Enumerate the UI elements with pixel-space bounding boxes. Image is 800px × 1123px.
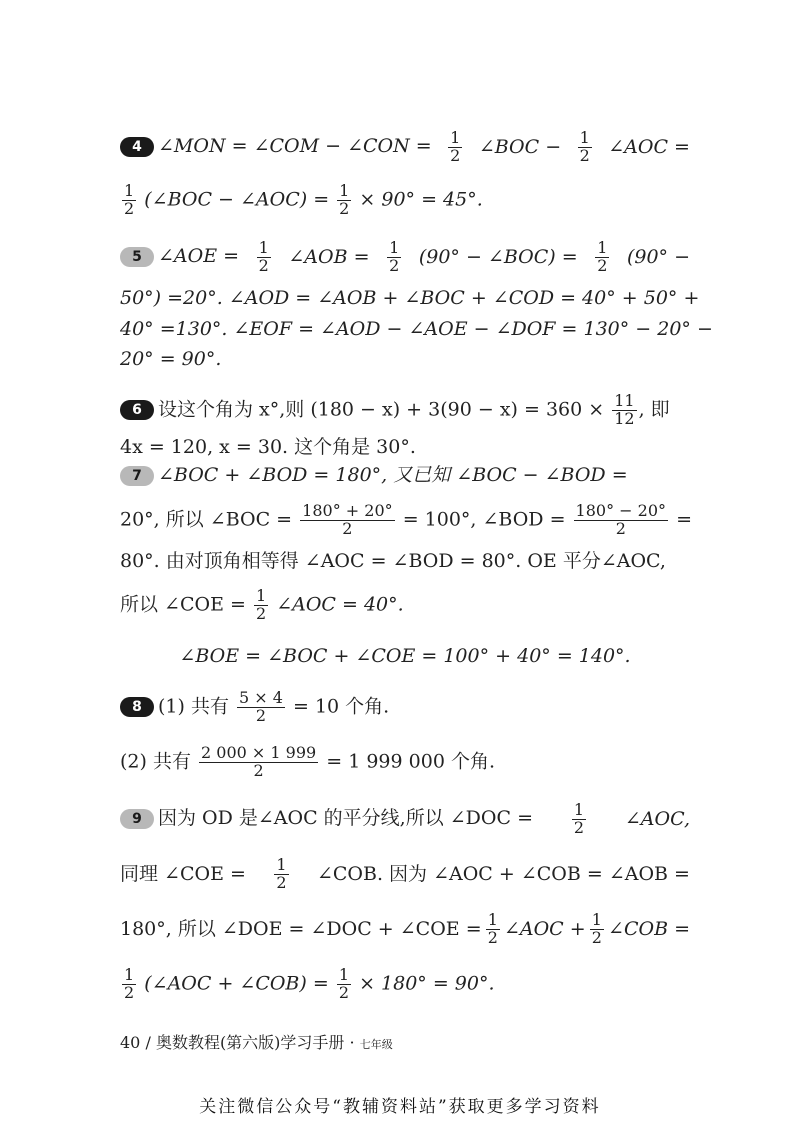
fraction: $\frac{1}{2}$ bbox=[255, 586, 267, 623]
p4-line-2: $\frac{1}{2}$ (∠BOC − ∠AOC) = $\frac{1}{2}$ × 90° = 45°. bbox=[124, 181, 483, 218]
p9-line-4: $\frac{1}{2}$ (∠AOC + ∠COB) = $\frac{1}{2}$ × 180° = 90°. bbox=[124, 965, 495, 1002]
fraction: $\frac{1}{2}$ bbox=[276, 855, 287, 892]
p9-line-1: 9 因为 OD 是∠AOC 的平分线,所以 ∠DOC = $\frac{1}{2}$ ∠AOC, bbox=[120, 802, 690, 837]
p4-line-1: 4 ∠MON = ∠COM − ∠CON = $\frac{1}{2}$ ∠BOC − $\frac{1}{2}$ ∠AOC = bbox=[120, 130, 690, 165]
badge-9: 9 bbox=[120, 809, 154, 829]
badge-7: 7 bbox=[120, 466, 154, 486]
p7-line-5: ∠BOE = ∠BOC + ∠COE = 100° + 40° = 140°. bbox=[179, 645, 631, 667]
watermark-text: 关注微信公众号“教辅资料站”获取更多学习资料 bbox=[199, 1097, 601, 1117]
p6-line-2: 4x = 120, x = 30. 这个角是 30°. bbox=[120, 436, 416, 458]
p5-line-1: 5 ∠AOE = $\frac{1}{2}$ ∠AOB = $\frac{1}{2}$ (90° − ∠BOC) = $\frac{1}{2}$ (90° − bbox=[120, 240, 690, 275]
p9-line-3: 180°, 所以 ∠DOE = ∠DOC + ∠COE = $\frac{1}{2}$ ∠AOC + $\frac{1}{2}$ ∠COB = bbox=[120, 910, 690, 947]
badge-5: 5 bbox=[120, 247, 154, 267]
fraction: $\frac{1}{2}$ bbox=[579, 128, 590, 165]
book-title: 奥数教程(第六版)学习手册 · bbox=[155, 1033, 355, 1052]
fraction: $\frac{1}{2}$ bbox=[591, 910, 602, 947]
badge-4: 4 bbox=[120, 137, 154, 157]
p8-line-2: (2) 共有 $\frac{2 000 \times 1 999}{2}$ = 1 999 000 个角. bbox=[120, 743, 495, 780]
p8-line-1: 8 (1) 共有 $\frac{5 \times 4}{2}$ = 10 个角. bbox=[120, 690, 690, 725]
p5-line-4: 20° = 90°. bbox=[120, 348, 222, 370]
fraction: $\frac{1}{2}$ bbox=[573, 800, 585, 837]
p7-line-2: 20°, 所以 ∠BOC = $\frac{180^\circ + 20^\circ}{2}$ = 100°, ∠BOD = $\frac{180^\circ - 20^\circ}{2}$ = bbox=[120, 501, 692, 538]
p5-line-3: 40° =130°. ∠EOF = ∠AOD − ∠AOE − ∠DOF = 130° − 20° − bbox=[120, 318, 713, 340]
page-footer: 40 / 奥数教程(第六版)学习手册 · 七年级 bbox=[120, 1033, 393, 1052]
fraction: $\frac{1}{2}$ bbox=[338, 965, 350, 1002]
badge-6: 6 bbox=[120, 400, 154, 420]
page-number: 40 bbox=[120, 1033, 141, 1052]
p6-line-1: 6 设这个角为 x°,则 (180 − x) + 3(90 − x) = 360 × $\frac{11}{12}$ , 即 bbox=[120, 393, 690, 428]
p9-line-2: 同理 ∠COE = $\frac{1}{2}$ ∠COB. 因为 ∠AOC + ∠COB = ∠AOB = bbox=[120, 855, 690, 892]
badge-8: 8 bbox=[120, 697, 154, 717]
p7-line-4: 所以 ∠COE = $\frac{1}{2}$ ∠AOC = 40°. bbox=[120, 586, 404, 623]
p7-line-1: 7 ∠BOC + ∠BOD = 180°, 又已知 ∠BOC − ∠BOD = bbox=[120, 466, 690, 486]
fraction: $\frac{2 000 \times 1 999}{2}$ bbox=[201, 743, 317, 780]
fraction: $\frac{180^\circ + 20^\circ}{2}$ bbox=[302, 501, 393, 538]
grade-label: 七年级 bbox=[359, 1038, 393, 1051]
p7-line-3: 80°. 由对顶角相等得 ∠AOC = ∠BOD = 80°. OE 平分∠AOC, bbox=[120, 550, 666, 572]
fraction: $\frac{1}{2}$ bbox=[124, 965, 135, 1002]
fraction: $\frac{1}{2}$ bbox=[339, 181, 350, 218]
fraction: $\frac{1}{2}$ bbox=[389, 238, 400, 275]
fraction: $\frac{1}{2}$ bbox=[597, 238, 608, 275]
fraction: $\frac{11}{12}$ bbox=[614, 391, 635, 428]
fraction: $\frac{180^\circ - 20^\circ}{2}$ bbox=[575, 501, 667, 538]
fraction: $\frac{1}{2}$ bbox=[450, 128, 461, 165]
fraction: $\frac{1}{2}$ bbox=[487, 910, 498, 947]
fraction: $\frac{1}{2}$ bbox=[258, 238, 269, 275]
fraction: $\frac{5 \times 4}{2}$ bbox=[239, 688, 283, 725]
fraction: $\frac{1}{2}$ bbox=[124, 181, 135, 218]
p5-line-2: 50°) =20°. ∠AOD = ∠AOB + ∠BOC + ∠COD = 40° + 50° + bbox=[120, 287, 700, 309]
